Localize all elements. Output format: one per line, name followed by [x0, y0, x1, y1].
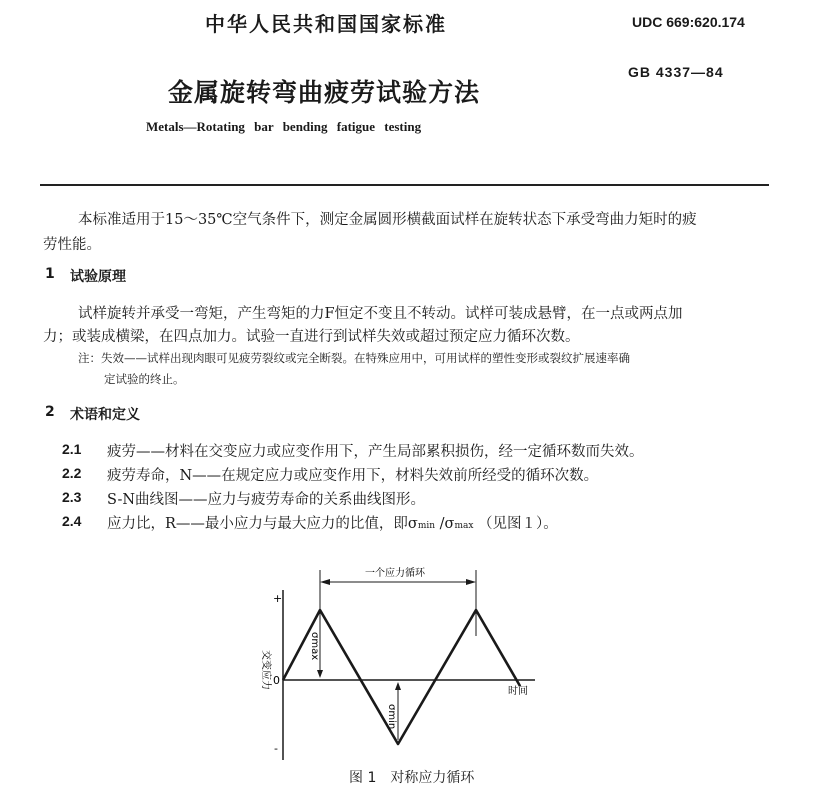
figure-caption: 图 1 对称应力循环 [349, 770, 475, 786]
intro-line-2: 劳性能。 [43, 237, 101, 253]
item-2-3-number: 2.3 [62, 489, 82, 505]
cycle-arrow-right [466, 579, 476, 585]
item-2-1-text: 疲劳——材料在交变应力或应变作用下，产生局部累积损伤，经一定循环数而失效。 [107, 444, 644, 460]
document-title-en: Metals—Rotating bar bending fatigue testing [146, 119, 422, 134]
plus-marker: + [273, 592, 283, 605]
y-axis-label: 交变应力 [260, 650, 271, 690]
item-2-3-text: S-N曲线图——应力与疲劳寿命的关系曲线图形。 [107, 492, 426, 508]
section-2-number: 2 [45, 404, 55, 420]
section-1-line-1: 试样旋转并承受一弯矩，产生弯矩的力F恒定不变且不转动。试样可装成悬臂，在一点或两点加 [78, 306, 683, 322]
item-2-1-number: 2.1 [62, 441, 82, 457]
sigma-min-label: σmin [386, 704, 397, 730]
sigma-min-arrow-head [395, 682, 401, 690]
minus-marker: - [274, 742, 278, 755]
zero-marker: 0 [273, 674, 280, 687]
stress-wave [283, 610, 520, 744]
udc-code: UDC 669:620.174 [632, 14, 745, 30]
note-line-2: 定试验的终止。 [104, 372, 185, 386]
section-2-title: 术语和定义 [70, 407, 140, 423]
cycle-arrow-left [320, 579, 330, 585]
gb-number: GB 4337—84 [628, 64, 724, 80]
item-2-4-number: 2.4 [62, 513, 82, 529]
x-axis-label: 时间 [508, 686, 528, 697]
section-1-line-2: 力；或装成横梁，在四点加力。试验一直进行到试样失效或超过预定应力循环次数。 [43, 329, 580, 345]
sigma-max-label: σmax [309, 632, 320, 661]
sigma-max-arrow-head [317, 670, 323, 678]
standard-org-title: 中华人民共和国国家标准 [205, 12, 447, 36]
section-1-number: 1 [45, 266, 55, 282]
section-1-title: 试验原理 [70, 269, 126, 285]
item-2-2-text: 疲劳寿命，N——在规定应力或应变作用下，材料失效前所经受的循环次数。 [107, 468, 599, 484]
cycle-label: 一个应力循环 [365, 568, 425, 579]
note-line-1: 注：失效——试样出现肉眼可见疲劳裂纹或完全断裂。在特殊应用中，可用试样的塑性变形或裂纹扩展速率确 [78, 351, 630, 365]
document-title-cn: 金属旋转弯曲疲劳试验方法 [168, 78, 481, 107]
item-2-2-number: 2.2 [62, 465, 82, 481]
item-2-4-text: 应力比，R——最小应力与最大应力的比值，即σmin /σmax （见图１）。 [107, 516, 558, 532]
intro-line-1: 本标准适用于15～35℃空气条件下，测定金属圆形横截面试样在旋转状态下承受弯曲力矩时的疲 [78, 212, 697, 228]
